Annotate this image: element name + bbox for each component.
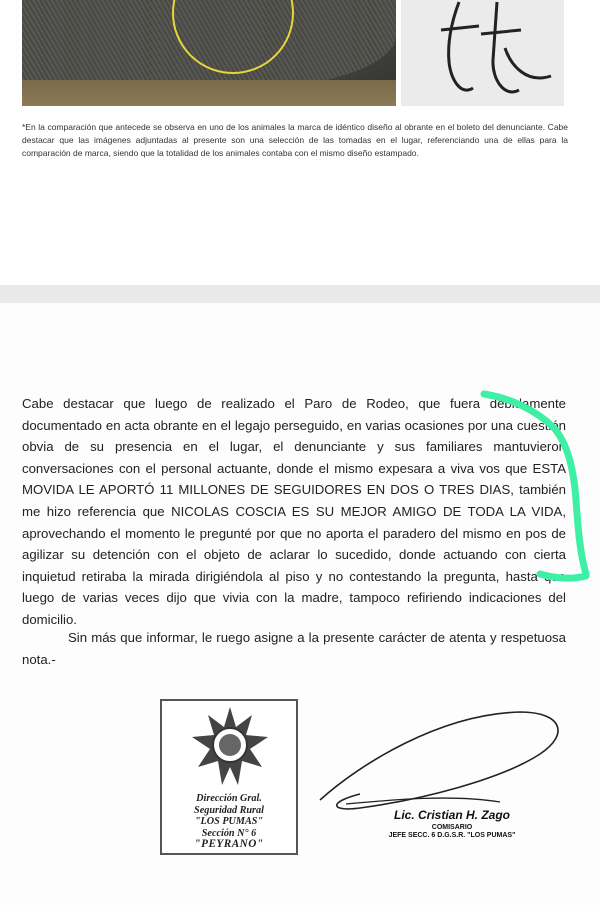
stamp-line: Dirección Gral.: [196, 793, 262, 804]
handwritten-signature: [300, 704, 580, 814]
page-gap: [0, 285, 600, 303]
cattle-brand-photo: [22, 0, 396, 106]
signatory-unit: JEFE SECC. 6 D.G.S.R. "LOS PUMAS": [388, 832, 516, 839]
figure-caption: *En la comparación que antecede se observa en uno de los animales la marca de idéntico diseño al obrante en el boleto del denunciante. Cabe destacar que las imágenes adjuntadas al presente son una selección de las tomadas en el lugar, referenciando una de ellas para la comparación de marca, siendo que la totalidad de los animales contaba con el mismo diseño estampado.: [22, 122, 568, 158]
signature-block: [362, 808, 542, 839]
report-paragraph-1: Cabe destacar que luego de realizado el Paro de Rodeo, que fuera debidamente documentado en acta obrante en el legajo perseguido, en varias ocasiones por una cuestión obvia de su presencia en el lugar, el denunciante y sus familiares mantuvieron conversaciones con el personal actuante, donde el mismo expesara a viva vos que ESTA MOVIDA LE APORTÓ 11 MILLONES DE SEGUIDORES EN DOS O TRES DIAS, también me hizo referencia que NICOLAS COSCIA ES SU MEJOR AMIGO DE TODA LA VIDA, aprovechando el momento le pregunté por que no aporta el paradero del mismo en pos de agilizar su detención con el objeto de aclarar lo sucedido, donde actuando con cierta inquietud retiraba la mirada dirigiéndola al piso y no contestando la pregunta, hasta que luego de varias veces dijo que vivia con la madre, tampoco refiriendo indicaciones del domicilio.: [22, 396, 566, 627]
upper-report-page: [0, 0, 600, 285]
signatory-role: COMISARIO: [431, 824, 473, 831]
stamp-line: Sección N° 6: [201, 827, 257, 839]
stamp-line: "PEYRANO": [194, 838, 264, 851]
ground-area: [22, 80, 396, 106]
brand-design-photo: [401, 0, 564, 106]
stamp-line: "LOS PUMAS": [194, 816, 264, 828]
stamp-line: Seguridad Rural: [194, 804, 264, 816]
green-highlight-bracket: [470, 388, 598, 588]
police-star-emblem: [192, 707, 268, 787]
official-stamp: [160, 699, 298, 855]
signatory-name: Lic. Cristian H. Zago: [393, 808, 510, 822]
closing-paragraph: Sin más que informar, le ruego asigne a la presente carácter de atenta y respetuosa nota.-: [22, 630, 566, 667]
